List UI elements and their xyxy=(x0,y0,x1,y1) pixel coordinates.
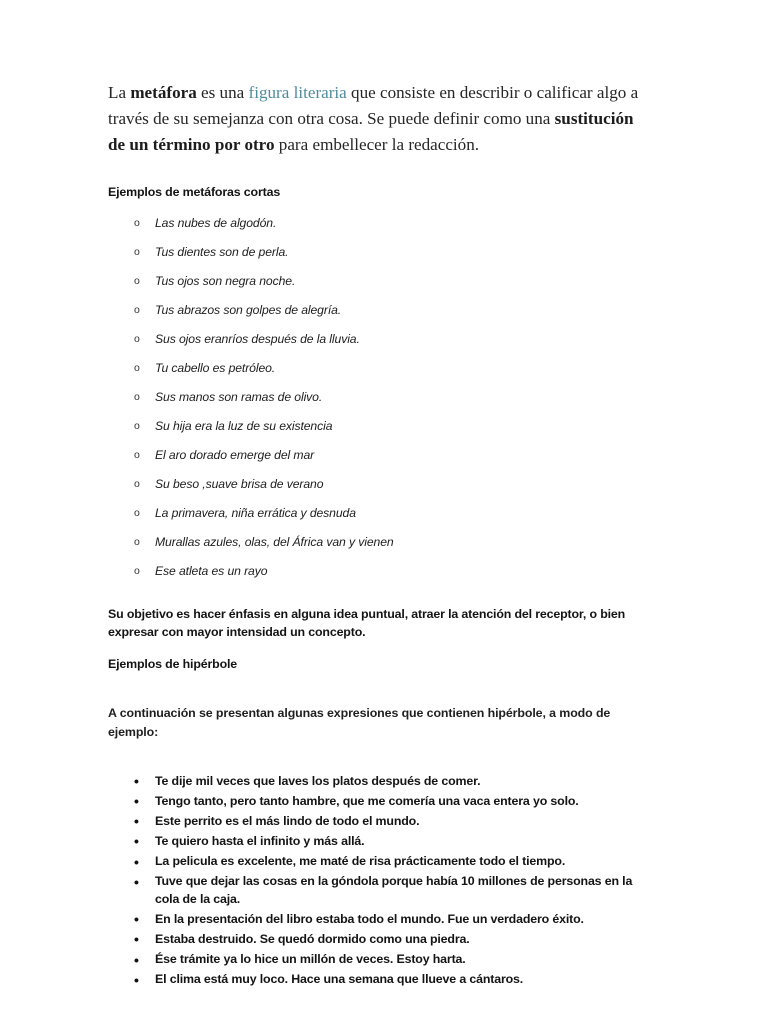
circle-bullet-icon: o xyxy=(134,420,140,433)
list-item-text: Su beso ,suave brisa de verano xyxy=(155,477,324,492)
round-bullet-icon: • xyxy=(134,951,139,968)
round-bullet-icon: • xyxy=(134,911,139,928)
spacer xyxy=(108,674,658,704)
round-bullet-icon: • xyxy=(134,793,139,810)
list-item-text: Las nubes de algodón. xyxy=(155,215,277,230)
list-item-text: Tu cabello es petróleo. xyxy=(155,361,276,376)
circle-bullet-icon: o xyxy=(134,391,140,404)
list-item xyxy=(108,833,658,851)
list-item-text: El clima está muy loco. Hace una semana que llueve a cántaros. xyxy=(155,972,524,987)
list-item-text: En la presentación del libro estaba todo el mundo. Fue un verdadero éxito. xyxy=(155,911,584,926)
spacer xyxy=(108,642,658,656)
intro-text-3: que consiste en describir o calificar algo a través de su semejanza con otra cosa. Se puede definir como una xyxy=(108,83,639,128)
list-item xyxy=(108,332,658,348)
list-item xyxy=(108,419,658,435)
list-item-text: Murallas azules, olas, del África van y vienen xyxy=(155,535,394,550)
intro-bold-sustitucion: sustitución de un término por otro xyxy=(108,108,634,154)
list-item-text: Estaba destruido. Se quedó dormido como una piedra. xyxy=(155,931,470,946)
list-item-text: Tuve que dejar las cosas en la góndola porque había 10 millones de personas en la cola de la caja. xyxy=(155,874,633,906)
circle-bullet-icon: o xyxy=(134,274,140,287)
list-item-text: Te quiero hasta el infinito y más allá. xyxy=(155,833,365,848)
list-item xyxy=(108,911,658,929)
spacer xyxy=(108,594,658,605)
list-item-text: El aro dorado emerge del mar xyxy=(155,448,315,463)
intro-text-2: es una xyxy=(196,83,249,102)
heading-hiperbole: Ejemplos de hipérbole xyxy=(108,657,238,672)
list-item xyxy=(108,390,658,406)
round-bullet-icon: • xyxy=(134,813,139,830)
list-item xyxy=(108,564,658,580)
list-item xyxy=(108,873,658,908)
list-item-text: Tus dientes son de perla. xyxy=(155,244,289,259)
round-bullet-icon: • xyxy=(134,773,139,790)
list-item xyxy=(108,931,658,949)
list-item-text: Sus manos son ramas de olivo. xyxy=(155,390,323,405)
list-item-text: Tus abrazos son golpes de alegría. xyxy=(155,303,342,318)
objective-paragraph: Su objetivo es hacer énfasis en alguna idea puntual, atraer la atención del receptor, o bien expresar con mayor intensidad un concepto. xyxy=(108,606,626,640)
list-item xyxy=(108,303,658,319)
round-bullet-icon: • xyxy=(134,833,139,850)
hiperbole-list xyxy=(108,773,658,989)
heading-metaforas-cortas: Ejemplos de metáforas cortas xyxy=(108,184,281,199)
circle-bullet-icon: o xyxy=(134,478,140,491)
list-item-text: Sus ojos eranríos después de la lluvia. xyxy=(155,332,360,347)
round-bullet-icon: • xyxy=(134,873,139,890)
circle-bullet-icon: o xyxy=(134,216,140,229)
spacer xyxy=(108,743,658,773)
list-item xyxy=(108,245,658,261)
list-item-text: Su hija era la luz de su existencia xyxy=(155,419,333,434)
intro-text-4: para embellecer la redacción. xyxy=(274,134,480,154)
intro-text-1: La xyxy=(108,83,131,102)
circle-bullet-icon: o xyxy=(134,362,140,375)
circle-bullet-icon: o xyxy=(134,536,140,549)
list-item xyxy=(108,216,658,232)
list-item xyxy=(108,971,658,989)
list-item-text: Te dije mil veces que laves los platos después de comer. xyxy=(155,773,481,788)
list-item xyxy=(108,951,658,969)
list-item xyxy=(108,506,658,522)
round-bullet-icon: • xyxy=(134,853,139,870)
list-item xyxy=(108,535,658,551)
list-item xyxy=(108,793,658,811)
round-bullet-icon: • xyxy=(134,931,139,948)
list-item-text: Este perrito es el más lindo de todo el mundo. xyxy=(155,813,420,828)
list-item-text: La primavera, niña errática y desnuda xyxy=(155,506,356,521)
list-item xyxy=(108,448,658,464)
circle-bullet-icon: o xyxy=(134,304,140,317)
list-item-text: Tus ojos son negra noche. xyxy=(155,273,296,288)
list-item xyxy=(108,361,658,377)
intro-bold-metafora: metáfora xyxy=(130,83,197,102)
circle-bullet-icon: o xyxy=(134,565,140,578)
list-item xyxy=(108,853,658,871)
circle-bullet-icon: o xyxy=(134,449,140,462)
circle-bullet-icon: o xyxy=(134,507,140,520)
round-bullet-icon: • xyxy=(134,971,139,988)
circle-bullet-icon: o xyxy=(134,333,140,346)
figura-literaria-link[interactable]: figura literaria xyxy=(248,83,347,102)
list-item-text: La pelicula es excelente, me maté de risa prácticamente todo el tiempo. xyxy=(155,854,566,869)
metaforas-list xyxy=(108,216,658,580)
list-item xyxy=(108,274,658,290)
list-item xyxy=(108,813,658,831)
intro-paragraph xyxy=(108,80,653,158)
list-item-text: Tengo tanto, pero tanto hambre, que me comería una vaca entera yo solo. xyxy=(155,793,579,808)
list-item-text: Ese atleta es un rayo xyxy=(155,564,268,579)
list-item-text: Ése trámite ya lo hice un millón de veces. Estoy harta. xyxy=(155,952,466,967)
list-item xyxy=(108,477,658,493)
hiperbole-intro-paragraph: A continuación se presentan algunas expresiones que contienen hipérbole, a modo de ejemplo: xyxy=(108,706,611,740)
circle-bullet-icon: o xyxy=(134,245,140,258)
list-item xyxy=(108,773,658,791)
